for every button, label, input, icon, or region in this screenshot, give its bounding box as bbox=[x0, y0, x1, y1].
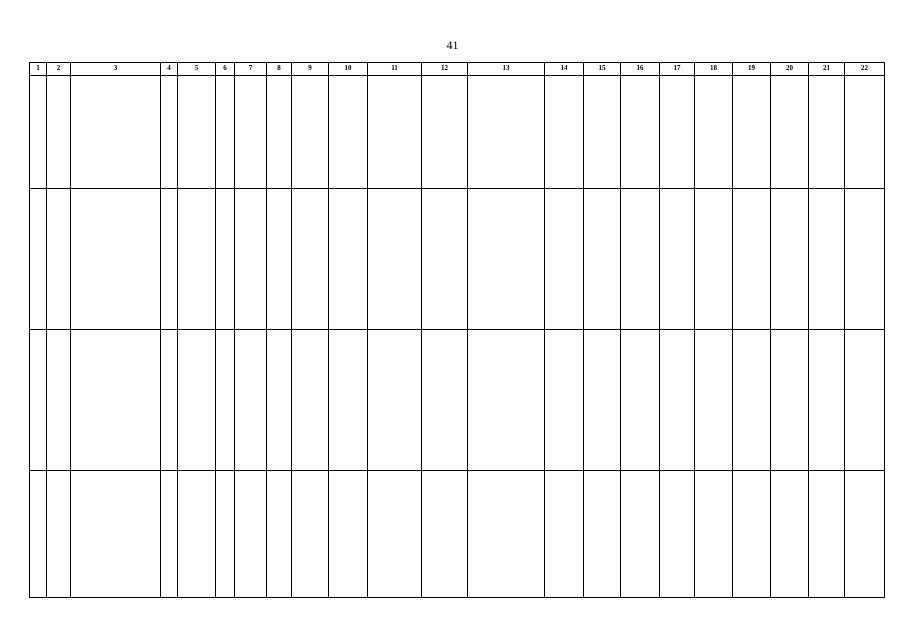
column-header: 21 bbox=[809, 63, 845, 76]
table-cell bbox=[771, 471, 809, 598]
column-header: 17 bbox=[660, 63, 695, 76]
column-header: 19 bbox=[733, 63, 771, 76]
column-header: 9 bbox=[292, 63, 329, 76]
table-cell bbox=[178, 76, 216, 189]
table-cell bbox=[660, 471, 695, 598]
table-cell bbox=[771, 330, 809, 471]
header-row bbox=[30, 63, 885, 76]
page-number: 41 bbox=[446, 38, 459, 52]
table-cell bbox=[329, 471, 368, 598]
table-cell bbox=[71, 189, 161, 330]
table-cell bbox=[47, 76, 71, 189]
table-cell bbox=[161, 189, 178, 330]
table-cell bbox=[584, 471, 621, 598]
table-cell bbox=[216, 330, 235, 471]
table-cell bbox=[545, 189, 584, 330]
table-cell bbox=[267, 471, 292, 598]
table-cell bbox=[235, 76, 267, 189]
table-cell bbox=[733, 189, 771, 330]
table-cell bbox=[621, 330, 660, 471]
table-cell bbox=[329, 330, 368, 471]
table-cell bbox=[422, 330, 468, 471]
table-cell bbox=[368, 330, 422, 471]
budget-table bbox=[29, 62, 885, 598]
table-cell bbox=[329, 76, 368, 189]
column-header: 1 bbox=[30, 63, 47, 76]
table-cell bbox=[235, 471, 267, 598]
table-cell bbox=[216, 76, 235, 189]
table-cell bbox=[267, 76, 292, 189]
column-header: 3 bbox=[71, 63, 161, 76]
table-cell bbox=[368, 471, 422, 598]
table-cell bbox=[216, 189, 235, 330]
column-header: 2 bbox=[47, 63, 71, 76]
table-cell bbox=[178, 330, 216, 471]
table-cell bbox=[329, 189, 368, 330]
table-cell bbox=[30, 189, 47, 330]
table-cell bbox=[695, 471, 733, 598]
column-header: 20 bbox=[771, 63, 809, 76]
table-cell bbox=[733, 76, 771, 189]
table-cell bbox=[71, 330, 161, 471]
column-header: 11 bbox=[368, 63, 422, 76]
table-cell bbox=[267, 330, 292, 471]
table-cell bbox=[47, 330, 71, 471]
table-cell bbox=[621, 189, 660, 330]
table-cell bbox=[845, 330, 885, 471]
table-cell bbox=[809, 76, 845, 189]
table-cell bbox=[845, 76, 885, 189]
table-cell bbox=[30, 76, 47, 189]
table-cell bbox=[733, 330, 771, 471]
table-cell bbox=[809, 189, 845, 330]
table-cell bbox=[584, 189, 621, 330]
table-cell bbox=[292, 471, 329, 598]
table-row bbox=[30, 76, 885, 189]
table-cell bbox=[660, 330, 695, 471]
table-cell bbox=[216, 471, 235, 598]
table-cell bbox=[292, 76, 329, 189]
table-cell bbox=[845, 189, 885, 330]
table-cell bbox=[161, 76, 178, 189]
table-cell bbox=[468, 471, 545, 598]
column-header: 22 bbox=[845, 63, 885, 76]
column-header: 10 bbox=[329, 63, 368, 76]
table-cell bbox=[161, 330, 178, 471]
column-header: 7 bbox=[235, 63, 267, 76]
table-cell bbox=[545, 471, 584, 598]
table-cell bbox=[468, 330, 545, 471]
table-cell bbox=[161, 471, 178, 598]
table-cell bbox=[30, 330, 47, 471]
table-cell bbox=[468, 76, 545, 189]
table-cell bbox=[30, 471, 47, 598]
table-cell bbox=[545, 76, 584, 189]
table-cell bbox=[771, 189, 809, 330]
table-cell bbox=[584, 76, 621, 189]
table-cell bbox=[422, 471, 468, 598]
table-cell bbox=[292, 330, 329, 471]
table-cell bbox=[235, 330, 267, 471]
table-cell bbox=[621, 471, 660, 598]
table-row bbox=[30, 189, 885, 330]
table-cell bbox=[771, 76, 809, 189]
table-cell bbox=[660, 76, 695, 189]
table-cell bbox=[733, 471, 771, 598]
table-cell bbox=[178, 189, 216, 330]
column-header: 8 bbox=[267, 63, 292, 76]
table-cell bbox=[695, 189, 733, 330]
table-cell bbox=[235, 189, 267, 330]
table-cell bbox=[292, 189, 329, 330]
column-header: 5 bbox=[178, 63, 216, 76]
column-header: 14 bbox=[545, 63, 584, 76]
table-cell bbox=[422, 189, 468, 330]
table-cell bbox=[809, 471, 845, 598]
column-header: 4 bbox=[161, 63, 178, 76]
table-cell bbox=[845, 471, 885, 598]
table-cell bbox=[584, 330, 621, 471]
column-header: 15 bbox=[584, 63, 621, 76]
table-cell bbox=[468, 189, 545, 330]
table-cell bbox=[71, 76, 161, 189]
table-cell bbox=[47, 471, 71, 598]
table-cell bbox=[695, 76, 733, 189]
column-header: 6 bbox=[216, 63, 235, 76]
table-cell bbox=[368, 76, 422, 189]
table-cell bbox=[809, 330, 845, 471]
table-cell bbox=[545, 330, 584, 471]
table-row bbox=[30, 330, 885, 471]
table-cell bbox=[47, 189, 71, 330]
column-header: 12 bbox=[422, 63, 468, 76]
table-cell bbox=[695, 330, 733, 471]
table-cell bbox=[178, 471, 216, 598]
column-header: 18 bbox=[695, 63, 733, 76]
table-cell bbox=[660, 189, 695, 330]
table-cell bbox=[267, 189, 292, 330]
table-cell bbox=[368, 189, 422, 330]
column-header: 16 bbox=[621, 63, 660, 76]
table-cell bbox=[422, 76, 468, 189]
table-cell bbox=[621, 76, 660, 189]
column-header: 13 bbox=[468, 63, 545, 76]
table-row bbox=[30, 471, 885, 598]
table-cell bbox=[71, 471, 161, 598]
